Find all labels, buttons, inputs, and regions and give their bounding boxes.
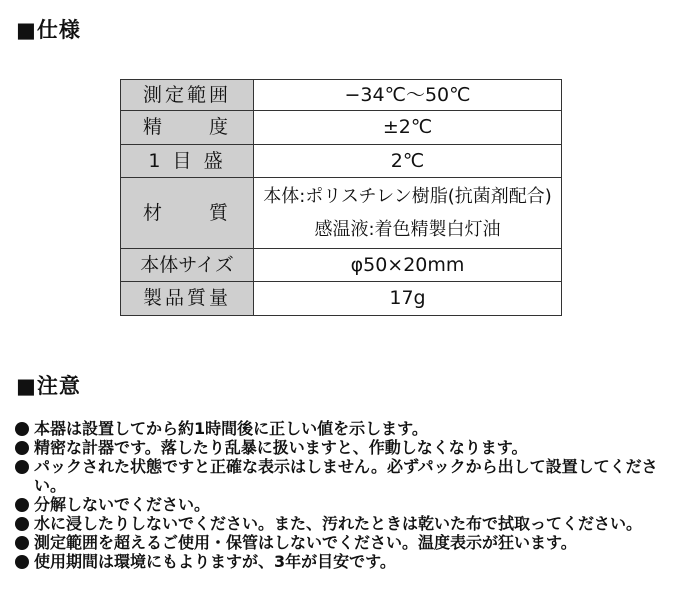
- spec-heading: ■仕様: [16, 18, 81, 42]
- note-item: [14, 438, 674, 457]
- spec-row-weight: [121, 282, 562, 316]
- notes-list: [14, 419, 674, 571]
- note-text: パックされた状態ですと正確な表示はしません。必ずパックから出して設置してください。: [34, 457, 658, 495]
- note-item: [14, 552, 674, 571]
- bullet-icon: [15, 555, 29, 569]
- note-text: 測定範囲を超えるご使用・保管はしないでください。温度表示が狂います。: [34, 533, 577, 552]
- note-item: [14, 457, 674, 495]
- spec-label: 測定範囲: [121, 80, 254, 111]
- spec-row-range: [121, 80, 562, 111]
- note-item: [14, 495, 674, 514]
- spec-value-line: 本体:ポリスチレン樹脂(抗菌剤配合): [263, 186, 552, 207]
- spec-label: 本体サイズ: [121, 249, 254, 282]
- spec-value: ±2℃: [254, 111, 562, 145]
- note-text: 使用期間は環境にもよりますが、3年が目安です。: [34, 552, 396, 571]
- bullet-icon: [15, 441, 29, 455]
- spec-label: 材 質: [121, 178, 254, 249]
- spec-value: 2℃: [254, 145, 562, 178]
- note-text: 精密な計器です。落したり乱暴に扱いますと、作動しなくなります。: [34, 438, 528, 457]
- bullet-icon: [15, 498, 29, 512]
- spec-row-scale: [121, 145, 562, 178]
- spec-row-size: [121, 249, 562, 282]
- spec-value: 17g: [254, 282, 562, 316]
- spec-row-accuracy: [121, 111, 562, 145]
- spec-label: 精 度: [121, 111, 254, 145]
- notes-heading: ■注意: [16, 374, 81, 398]
- spec-value: [254, 178, 562, 249]
- spec-value: −34℃〜50℃: [254, 80, 562, 111]
- bullet-icon: [15, 517, 29, 531]
- spec-value-line: 感温液:着色精製白灯油: [314, 219, 501, 240]
- spec-table: [120, 79, 562, 316]
- note-text: 水に浸したりしないでください。また、汚れたときは乾いた布で拭取ってください。: [34, 514, 643, 533]
- note-item: [14, 419, 674, 438]
- bullet-icon: [15, 536, 29, 550]
- bullet-icon: [15, 460, 29, 474]
- spec-label: 製品質量: [121, 282, 254, 316]
- note-item: [14, 533, 674, 552]
- spec-label: 1 目 盛: [121, 145, 254, 178]
- note-item: [14, 514, 674, 533]
- spec-value: φ50×20mm: [254, 249, 562, 282]
- spec-row-material: [121, 178, 562, 249]
- note-text: 分解しないでください。: [34, 495, 211, 514]
- bullet-icon: [15, 422, 29, 436]
- note-text: 本器は設置してから約1時間後に正しい値を示します。: [34, 419, 428, 438]
